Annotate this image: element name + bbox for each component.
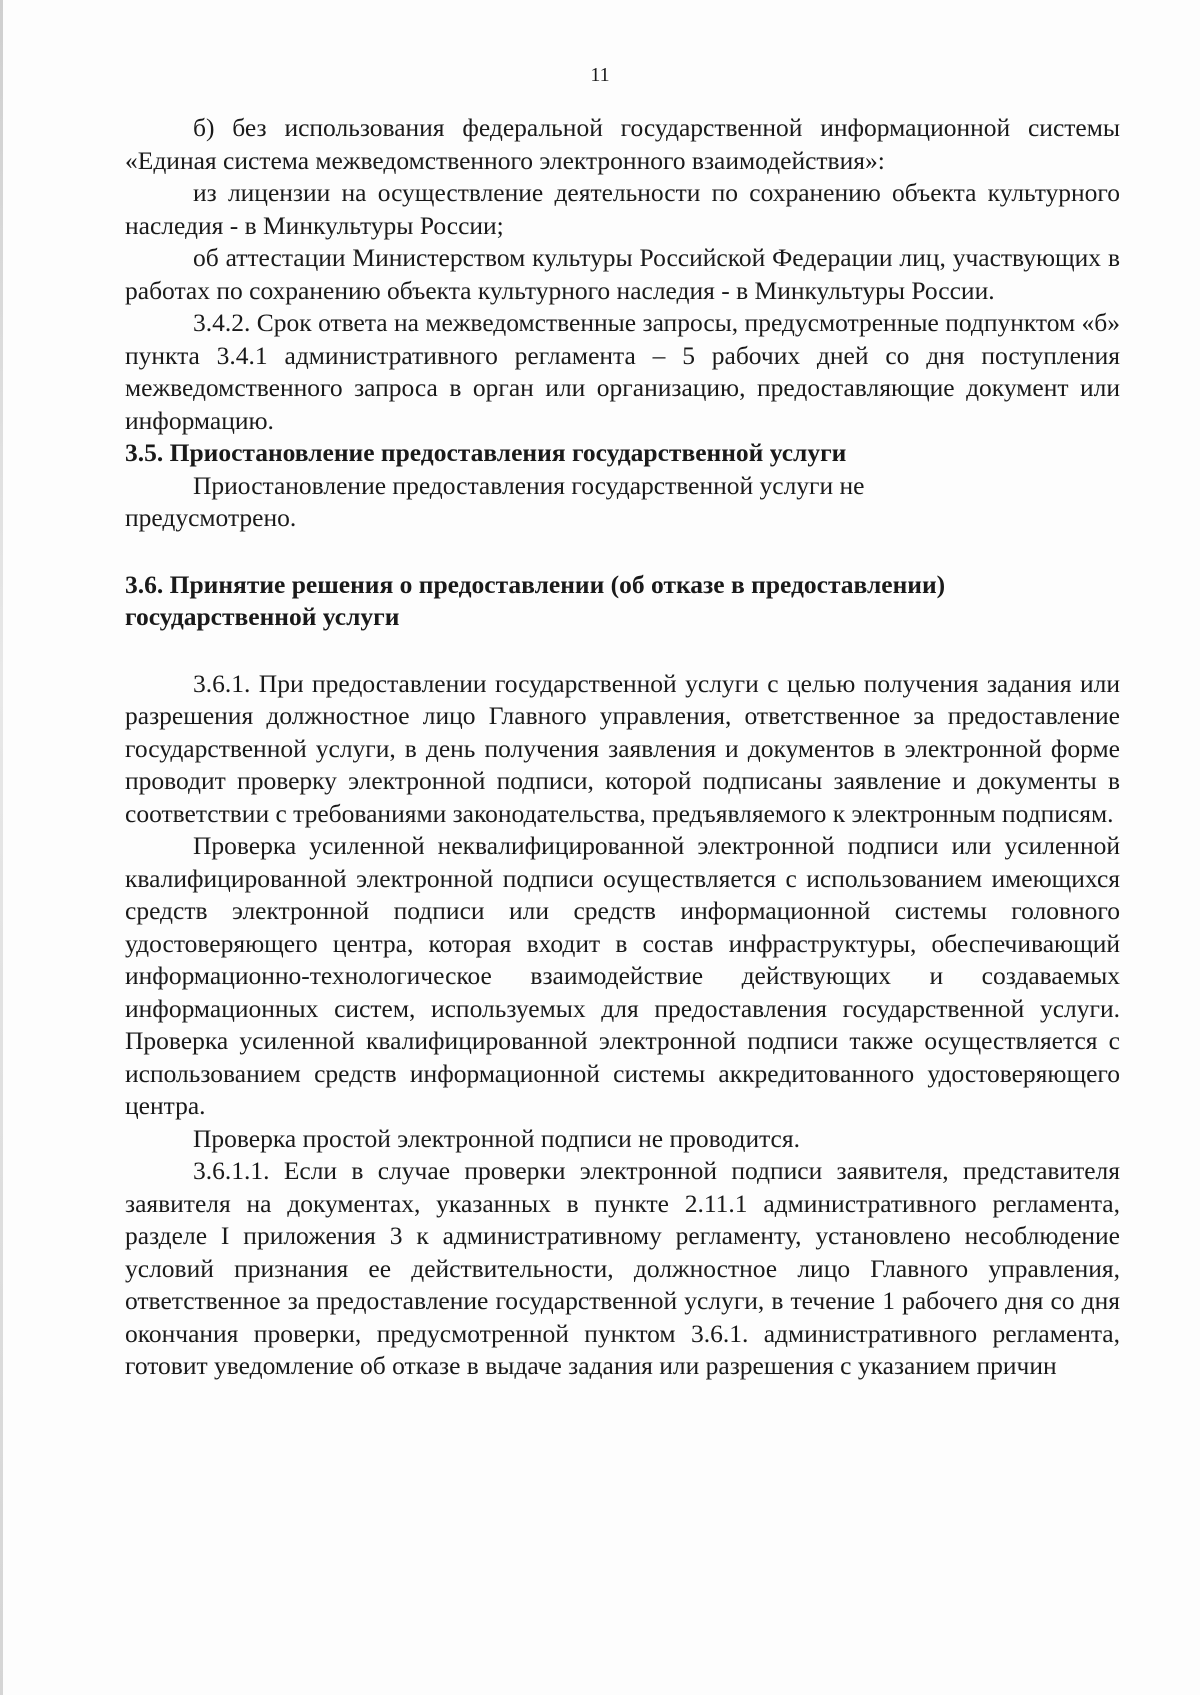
paragraph: Проверка простой электронной подписи не проводится. <box>193 1123 800 1153</box>
paragraph: 3.6.1.1. Если в случае проверки электронной подписи заявителя, представителя заявителя на документах, указанных в пункте 2.11.1 административного регламента, разделе I приложения 3 к административному регламенту, установлено несоблюдение условий признания ее действительности, должностное лицо Главного управления, ответственное за предоставление государственной услуги, в течение 1 рабочего дня со дня окончания проверки, предусмотренной пунктом 3.6.1. административного регламента, готовит уведомление об отказе в выдаче задания или разрешения с указанием причин <box>125 1156 1120 1380</box>
section-heading-3-5: 3.5. Приостановление предоставления государственной услуги <box>125 438 847 467</box>
paragraph: об аттестации Министерством культуры Российской Федерации лиц, участвующих в работах по сохранению объекта культурного наследия - в Минкультуры России. <box>125 243 1120 305</box>
paragraph: 3.4.2. Срок ответа на межведомственные запросы, предусмотренные подпунктом «б» пункта 3.4.1 административного регламента – 5 рабочих дней со дня поступления межведомственного запроса в орган или организацию, предоставляющие документ или информацию. <box>125 308 1120 435</box>
paragraph: Проверка усиленной неквалифицированной электронной подписи или усиленной квалифицированной электронной подписи осуществляется с использованием имеющихся средств электронной подписи или средств информационной системы головного удостоверяющего центра, которая входит в состав инфраструктуры, обеспечивающий информационно-технологическое взаимодействие действующих и создаваемых информационных систем, используемых для предоставления государственной услуги. Проверка усиленной квалифицированной электронной подписи также осуществляется с использованием средств информационной системы аккредитованного удостоверяющего центра. <box>125 831 1120 1120</box>
paragraph: 3.6.1. При предоставлении государственной услуги с целью получения задания или разрешения должностное лицо Главного управления, ответственное за предоставление государственной услуги, в день получения заявления и документов в электронной форме проводит проверку электронной подписи, которой подписаны заявление и документы в соответствии с требованиями законодательства, предъявляемого к электронным подписям. <box>125 668 1120 828</box>
section-heading-line: 3.6. Принятие решения о предоставлении (об отказе в предоставлении) <box>125 569 946 599</box>
page-number: 11 <box>590 64 610 86</box>
document-body <box>125 112 1120 1383</box>
paragraph: из лицензии на осуществление деятельности по сохранению объекта культурного наследия - в Минкультуры России; <box>125 178 1120 240</box>
section-heading-3-6 <box>125 569 1120 634</box>
scan-edge <box>0 0 3 1695</box>
section-heading-line: государственной услуги <box>125 602 400 631</box>
paragraph: Приостановление предоставления государственной услуги не <box>193 470 865 500</box>
paragraph: предусмотрено. <box>125 503 297 532</box>
paragraph: б) без использования федеральной государственной информационной системы «Единая система межведомственного электронного взаимодействия»: <box>125 113 1120 175</box>
